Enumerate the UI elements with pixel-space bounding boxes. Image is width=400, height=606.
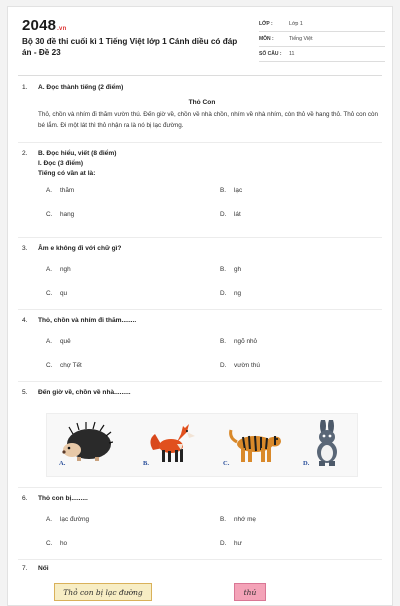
animal-choices-image [46, 413, 358, 477]
option-letter: A. [46, 187, 53, 194]
option-letter: B. [220, 338, 227, 345]
option-letter: B. [220, 516, 227, 523]
option-a[interactable] [46, 187, 74, 194]
question-heading [22, 565, 382, 572]
question-title: A. Đọc thành tiếng (2 điểm) [38, 84, 124, 91]
option-a[interactable] [46, 516, 89, 523]
question-number: 3. [22, 245, 28, 252]
question-title: Đến giờ về, chồn về nhà......... [38, 389, 131, 396]
divider [18, 559, 382, 560]
option-text: ngh [60, 266, 71, 273]
option-letter: A. [46, 266, 53, 273]
option-text: lát [234, 211, 241, 218]
question-number: 7. [22, 565, 28, 572]
question-title: Nối [38, 565, 49, 572]
tiger-picture[interactable] [229, 420, 285, 471]
meta-row-class [259, 17, 385, 32]
divider [18, 381, 382, 382]
meta-row-subject [259, 32, 385, 47]
meta-key: MÔN : [259, 36, 274, 42]
option-c[interactable] [46, 362, 82, 369]
option-d[interactable] [220, 290, 241, 297]
option-d[interactable] [220, 211, 241, 218]
question-title: Thỏ, chồn và nhím đi thăm........ [38, 317, 137, 324]
question-heading [22, 495, 382, 502]
option-text: ng [234, 290, 242, 297]
document-meta [259, 17, 385, 62]
question-number: 4. [22, 317, 28, 324]
match-card-right[interactable]: thú [234, 583, 266, 601]
divider [18, 142, 382, 143]
option-text: ngõ nhỏ [234, 338, 258, 345]
option-text: thăm [60, 187, 75, 194]
option-text: lạc đường [60, 516, 90, 523]
option-letter: C. [46, 362, 53, 369]
option-text: nhớ mẹ [234, 516, 256, 523]
logo-main: 2048 [22, 17, 57, 34]
question-title: Âm e không đi với chữ gì? [38, 245, 122, 252]
option-c[interactable] [46, 540, 67, 547]
option-text: lạc [234, 187, 243, 194]
option-text: hang [60, 211, 75, 218]
option-d[interactable] [220, 540, 242, 547]
meta-value: Lớp 1 [289, 21, 303, 27]
question-7 [22, 565, 382, 572]
option-letter: B. [220, 266, 227, 273]
option-a[interactable] [46, 338, 71, 345]
rabbit-picture[interactable] [309, 420, 345, 473]
option-letter: D. [220, 540, 227, 547]
option-text: quê [60, 338, 71, 345]
question-heading [22, 389, 382, 396]
option-b[interactable] [220, 516, 256, 523]
meta-key: LỚP : [259, 21, 273, 27]
meta-row-count [259, 47, 385, 62]
option-text: hư [234, 540, 242, 547]
option-letter: C. [46, 290, 53, 297]
divider [18, 309, 382, 310]
option-letter: B. [220, 187, 227, 194]
option-b[interactable] [220, 338, 257, 345]
hedgehog-picture[interactable] [59, 420, 113, 469]
question-4 [22, 317, 382, 369]
question-number: 1. [22, 84, 28, 91]
meta-value: Tiếng Việt [289, 36, 313, 42]
option-c[interactable] [46, 290, 67, 297]
animal-label-a: A. [59, 460, 66, 467]
document-title: Bộ 30 đề thi cuối kì 1 Tiếng Việt lớp 1 Cánh diều có đáp án - Đề 23 [22, 37, 238, 57]
option-text: vườn thú [234, 362, 260, 369]
question-number: 5. [22, 389, 28, 396]
question-title: B. Đọc hiểu, viết (8 điểm) [38, 150, 117, 157]
option-letter: D. [220, 211, 227, 218]
question-5 [22, 389, 382, 396]
question-3 [22, 245, 382, 297]
fox-icon [147, 420, 197, 466]
passage-title: Thỏ Con [188, 99, 216, 106]
option-text: ho [60, 540, 68, 547]
question-heading [22, 84, 382, 91]
document-page [7, 6, 393, 606]
option-letter: A. [46, 338, 53, 345]
question-6 [22, 495, 382, 547]
option-b[interactable] [220, 187, 242, 194]
hedgehog-icon [59, 420, 113, 464]
option-b[interactable] [220, 266, 241, 273]
rabbit-icon [309, 420, 345, 468]
passage-text: Thỏ, chồn và nhím đi thăm vườn thú. Đến giờ về, chồn về nhà chồn, nhím về nhà nhím, còn thỏ về hang thỏ. Thỏ con còn bé lắm. Đi một lát thì thỏ nhận ra là nó bị lạc đường. [38, 111, 378, 129]
question-prompt: Tiếng có vần at là: [38, 170, 96, 177]
option-letter: D. [220, 362, 227, 369]
divider [18, 487, 382, 488]
meta-key: SỐ CÂU : [259, 51, 282, 57]
question-2 [22, 150, 382, 218]
meta-value: 11 [289, 51, 295, 57]
animal-label-d: D. [303, 460, 310, 467]
match-card-left[interactable]: Thỏ con bị lạc đường [54, 583, 152, 601]
option-d[interactable] [220, 362, 260, 369]
question-subtitle: I. Đọc (3 điểm) [38, 160, 84, 167]
option-text: gh [234, 266, 242, 273]
option-letter: A. [46, 516, 53, 523]
question-number: 6. [22, 495, 28, 502]
header-divider [18, 75, 382, 76]
option-letter: C. [46, 540, 53, 547]
option-text: chợ Tết [60, 362, 82, 369]
option-a[interactable] [46, 266, 71, 273]
document-header [8, 7, 392, 73]
option-letter: C. [46, 211, 53, 218]
tiger-icon [229, 420, 285, 466]
site-logo[interactable] [22, 17, 66, 34]
logo-domain: .vn [57, 26, 67, 32]
question-heading [22, 317, 382, 324]
animal-label-b: B. [143, 460, 149, 467]
divider [18, 237, 382, 238]
question-title: Thỏ con bị......... [38, 495, 88, 502]
question-number: 2. [22, 150, 28, 157]
option-c[interactable] [46, 211, 74, 218]
option-letter: D. [220, 290, 227, 297]
question-heading [22, 150, 382, 157]
option-text: qu [60, 290, 68, 297]
animal-label-c: C. [223, 460, 230, 467]
fox-picture[interactable] [147, 420, 197, 471]
question-1 [22, 84, 382, 131]
question-heading [22, 245, 382, 252]
